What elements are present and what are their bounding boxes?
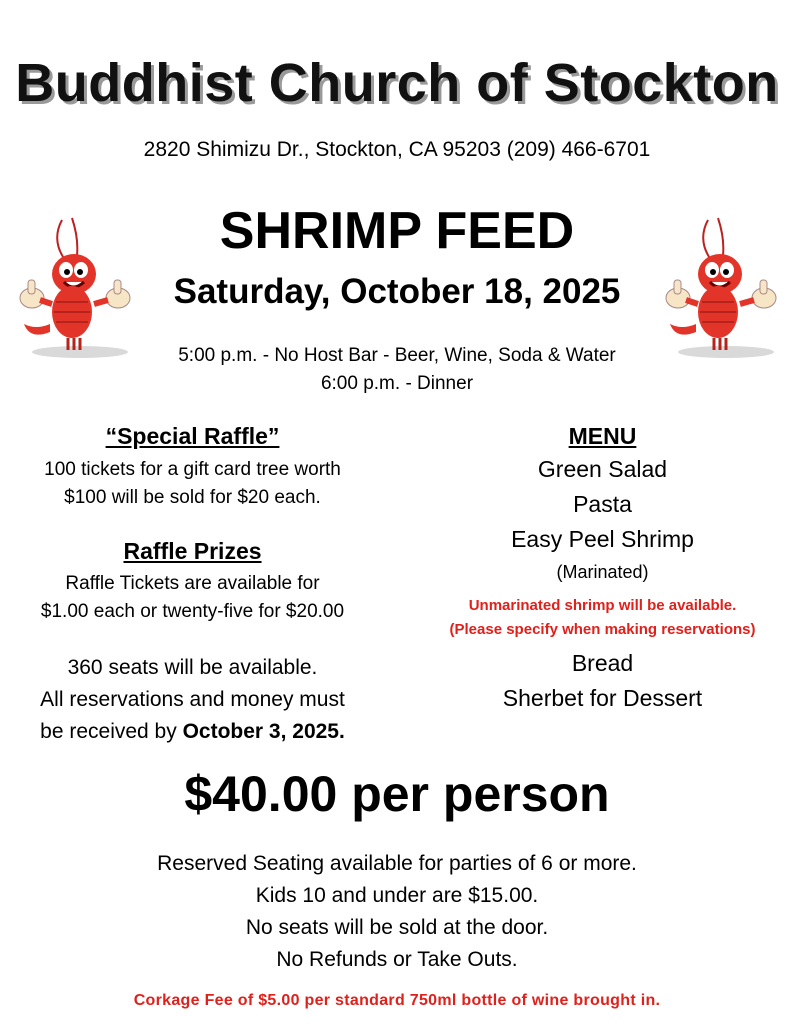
raffle-prizes-heading: Raffle Prizes: [123, 538, 262, 564]
seats-line: 360 seats will be available.: [67, 656, 318, 679]
raffle-line: $100 will be sold for $20 each.: [64, 487, 321, 508]
schedule-line: 6:00 p.m. - Dinner: [320, 373, 474, 394]
red-note-line: (Please specify when making reservations): [449, 621, 756, 638]
event-schedule: [0, 342, 794, 398]
footer-note-line: No Refunds or Take Outs.: [276, 948, 518, 971]
menu-note: (Marinated): [556, 562, 649, 582]
menu-item: Bread: [571, 650, 634, 676]
unmarinated-notice: [405, 594, 794, 642]
deadline-date: October 3, 2025.: [182, 720, 345, 743]
seats-line: All reservations and money must: [40, 688, 345, 711]
prizes-line: Raffle Tickets are available for: [65, 573, 320, 594]
seating-notice: [0, 652, 385, 748]
footer-note-line: No seats will be sold at the door.: [245, 916, 549, 939]
event-title: SHRIMP FEED: [219, 202, 575, 260]
menu-item: Easy Peel Shrimp: [511, 526, 694, 552]
corkage-fee-notice: Corkage Fee of $5.00 per standard 750ml bottle of wine brought in.: [133, 992, 661, 1009]
deadline-prefix: be received by: [40, 720, 183, 743]
price-per-person: $40.00 per person: [184, 766, 610, 822]
footer-notes: [0, 848, 794, 976]
menu-heading: MENU: [568, 423, 637, 449]
raffle-line: 100 tickets for a gift card tree worth: [44, 459, 341, 480]
red-note-line: Unmarinated shrimp will be available.: [468, 597, 737, 614]
footer-note-line: Kids 10 and under are $15.00.: [255, 884, 539, 907]
seats-line: [0, 716, 385, 748]
special-raffle-description: [0, 456, 385, 512]
schedule-line: 5:00 p.m. - No Host Bar - Beer, Wine, Soda & Water: [178, 345, 616, 366]
organization-title: Buddhist Church of Stockton: [15, 53, 779, 113]
menu-item: Green Salad: [537, 456, 668, 482]
menu-item: Sherbet for Dessert: [502, 685, 703, 711]
raffle-prizes-description: [0, 570, 385, 626]
special-raffle-heading: “Special Raffle”: [105, 423, 280, 449]
prizes-line: $1.00 each or twenty-five for $20.00: [40, 601, 345, 622]
address-line: 2820 Shimizu Dr., Stockton, CA 95203 (209) 466-6701: [143, 138, 651, 161]
event-date: Saturday, October 18, 2025: [173, 272, 621, 311]
menu-item: Pasta: [573, 491, 632, 517]
footer-note-line: Reserved Seating available for parties of 6 or more.: [157, 852, 637, 875]
